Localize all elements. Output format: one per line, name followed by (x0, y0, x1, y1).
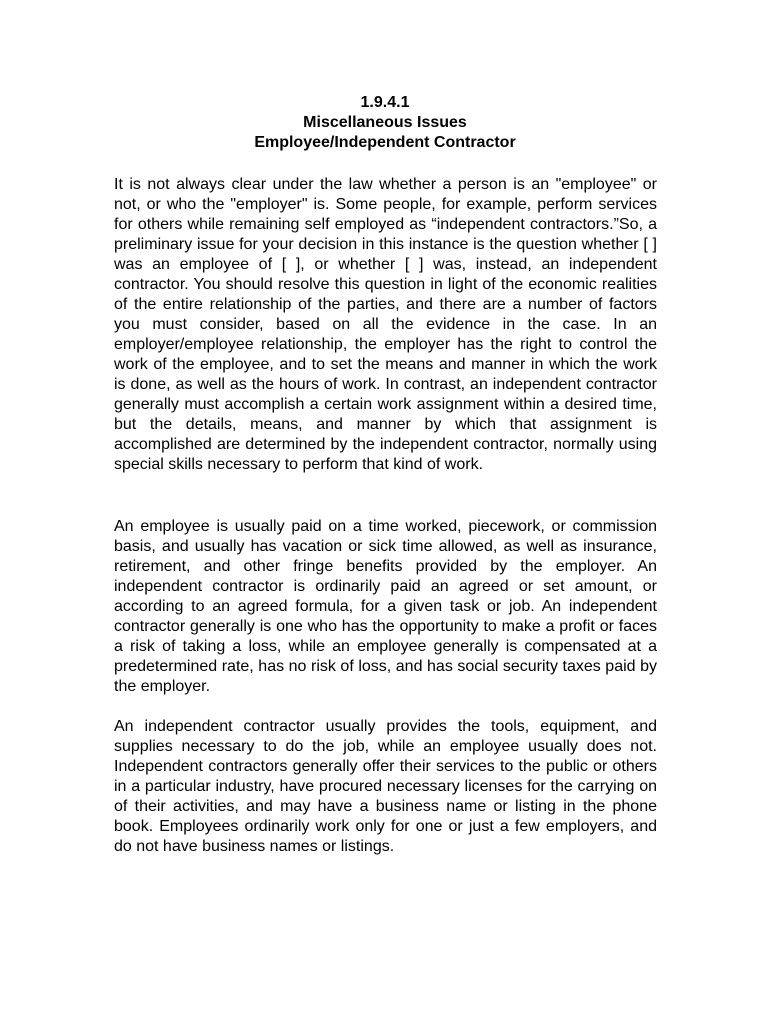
section-title: Miscellaneous Issues (303, 114, 467, 131)
paragraph-employee-definition: It is not always clear under the law whether a person is an "employee" or not, or who the "employer" is. Some people, for example, perform services for others while remaining self employed as “independent contractors.”So, a preliminary issue for your decision in this instance is the question whether [ ] was an employee of [ ], or whether [ ] was, instead, an independent contractor. You should resolve this question in light of the economic realities of the entire relationship of the parties, and there are a number of factors you must consider, based on all the evidence in the case. In an employer/employee relationship, the employer has the right to control the work of the employee, and to set the means and manner in which the work is done, as well as the hours of work. In contrast, an independent contractor generally must accomplish a certain work assignment within a desired time, but the details, means, and manner by which that assignment is accomplished are determined by the independent contractor, normally using special skills necessary to perform that kind of work. (114, 176, 657, 473)
section-subtitle: Employee/Independent Contractor (254, 134, 516, 151)
section-number: 1.9.4.1 (360, 94, 410, 111)
document-heading (114, 93, 656, 153)
paragraph-tools-and-licenses: An independent contractor usually provides the tools, equipment, and supplies necessary to do the job, while an employee usually does not. Independent contractors generally offer their services to the public or others in a particular industry, have procured necessary licenses for the carrying on of their activities, and may have a business name or listing in the phone book. Employees ordinarily work only for one or just a few employers, and do not have business names or listings. (114, 718, 657, 855)
paragraph-compensation: An employee is usually paid on a time worked, piecework, or commission basis, and usually has vacation or sick time allowed, as well as insurance, retirement, and other fringe benefits provided by the employer. An independent contractor is ordinarily paid an agreed or set amount, or according to an agreed formula, for a given task or job. An independent contractor generally is one who has the opportunity to make a profit or faces a risk of taking a loss, while an employee generally is compensated at a predetermined rate, has no risk of loss, and has social security taxes paid by the employer. (114, 518, 657, 695)
